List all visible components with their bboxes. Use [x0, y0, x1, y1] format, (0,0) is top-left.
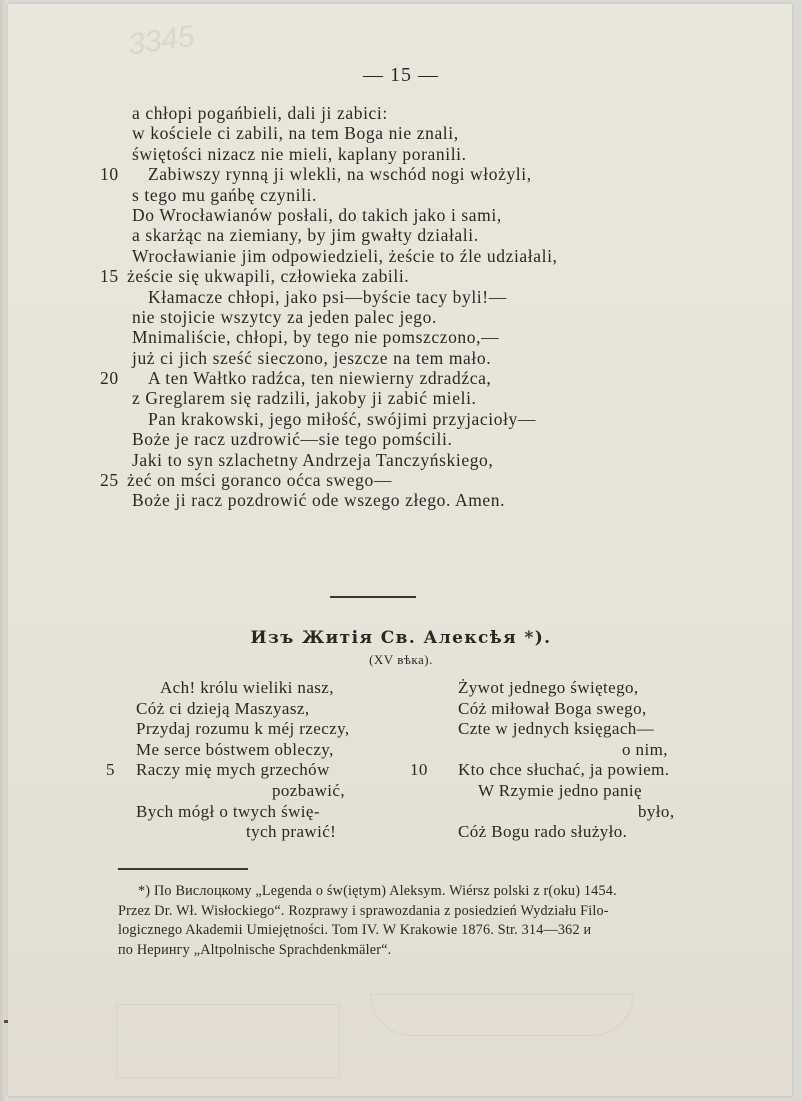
verse-line [0, 490, 802, 510]
verse-text: już ci jich sześć sieczono, jeszcze na tem mało. [132, 347, 492, 368]
verse-text: Żywot jednego świętego, [458, 678, 639, 697]
verse-text: Pan krakowski, jego miłość, swójimi przyjacioły— [148, 408, 536, 429]
verse-line [0, 205, 802, 225]
verse-line [428, 822, 748, 843]
line-number: 10 [100, 164, 119, 185]
verse-line [120, 740, 410, 761]
verse-text: a chłopi pogańbieli, dali ji zabici: [132, 103, 388, 123]
verse-line [120, 678, 410, 699]
verse-text: Ach! królu wieliki nasz, [160, 678, 334, 697]
edge-mark [4, 1020, 8, 1023]
verse-line [0, 123, 802, 143]
verse-text: Boże ji racz pozdrowić ode wszego złego. Amen. [132, 490, 506, 511]
verse-text: Zabiwszy rynną ji wlekli, na wschód nogi włożyli, [148, 164, 532, 185]
verse-text: żeć on mści goranco oćca swego— [127, 470, 392, 491]
verse-text: Cóż miłował Boga swego, [458, 698, 647, 718]
verse-text: Jaki to syn szlachetny Andrzeja Tanczyńskiego, [132, 449, 494, 470]
verse-text: z Greglarem się radzili, jakoby ji zabić mieli. [132, 388, 477, 409]
verse-line [0, 164, 802, 184]
page-number: — 15 — [363, 64, 439, 86]
verse-text: Przydaj rozumu k méj rzeczy, [136, 719, 350, 739]
pencil-annotation: 3345 [125, 19, 197, 62]
poem-column-right [410, 678, 748, 843]
section-divider [330, 596, 416, 598]
footnote-divider [118, 868, 248, 870]
verse-line [0, 185, 802, 205]
section-subtitle: (XV вѣка). [369, 652, 433, 667]
stamp-bleedthrough-left [116, 1004, 340, 1078]
verse-line [0, 429, 802, 449]
verse-text: świętości nizacz nie mieli, kaplany poranili. [132, 143, 467, 164]
line-number: 10 [410, 760, 428, 780]
verse-text: A ten Wałtko radźca, ten niewierny zdradźca, [148, 368, 492, 389]
footnote-line: по Нерингу „Altpolnische Sprachdenkmäler“. [118, 941, 392, 958]
line-number: 15 [100, 266, 119, 287]
verse-text: Bych mógł o twych świę- [136, 801, 320, 821]
verse-line [0, 103, 802, 123]
verse-text: Kto chce słuchać, ja powiem. [458, 760, 670, 780]
line-number: 20 [100, 368, 119, 389]
footnote-line: logicznego Akademii Umiejętności. Tom IV. W Krakowie 1876. Str. 314—362 и [118, 922, 592, 939]
verse-text: żeście się ukwapili, człowieka zabili. [127, 266, 410, 287]
verse-text: o nim, [622, 739, 668, 759]
verse-line [0, 450, 802, 470]
verse-text: w kościele ci zabili, na tem Boga nie znali, [132, 123, 459, 144]
verse-line [0, 388, 802, 408]
verse-line [120, 719, 410, 740]
verse-line [0, 348, 802, 368]
verse-text: W Rzymie jedno panię [478, 780, 642, 800]
verse-line [428, 719, 748, 740]
verse-line [120, 822, 410, 843]
verse-text: s tego mu gańbę czynili. [132, 184, 317, 205]
verse-line [0, 368, 802, 388]
verse-line [120, 781, 410, 802]
verse-line [106, 760, 410, 781]
verse-line [428, 802, 748, 823]
poem-column-left [106, 678, 410, 843]
verse-text: Do Wrocławianów posłali, do takich jako i sami, [132, 204, 502, 225]
verse-text: pozbawić, [272, 780, 345, 800]
verse-line [0, 144, 802, 164]
verse-text: Raczy mię mych grzechów [136, 760, 330, 780]
verse-text: Kłamacze chłopi, jako psi—byście tacy byli!— [148, 286, 507, 307]
verse-line [0, 327, 802, 347]
verse-text: było, [638, 801, 675, 821]
verse-text: nie stojicie wszytcy za jeden palec jego. [132, 306, 437, 327]
verse-line [410, 760, 748, 781]
verse-text: Wrocławianie jim odpowiedzieli, żeście to źle udziałali, [132, 245, 558, 266]
verse-line [120, 802, 410, 823]
verse-line [0, 266, 802, 286]
footnote [118, 882, 678, 960]
verse-text: Mnimaliście, chłopi, by tego nie pomszczono,— [132, 327, 500, 348]
verse-line [0, 246, 802, 266]
verse-line [120, 699, 410, 720]
verse-text: tych prawić! [246, 822, 337, 842]
verse-line [428, 740, 748, 761]
section-title: Изъ Житія Св. Алексѣя *). [250, 628, 552, 648]
verse-text: Cóż ci dzieją Maszyasz, [136, 698, 310, 718]
footnote-line: Przez Dr. Wł. Wisłockiego“. Rozprawy i sprawozdania z posiedzień Wydziału Filo- [118, 902, 609, 919]
verse-line [0, 470, 802, 490]
verse-text: Cóż Bogu rado służyło. [458, 822, 628, 842]
verse-line [0, 409, 802, 429]
verse-line [428, 678, 748, 699]
poem-old-polish [0, 103, 802, 511]
verse-line [0, 225, 802, 245]
footnote-line: *) По Вислоцкому „Legenda o św(iętym) Aleksym. Wiérsz polski z r(oku) 1454. [138, 883, 617, 899]
verse-text: Boże je racz uzdrowić—sie tego pomścili. [132, 429, 453, 450]
verse-line [428, 699, 748, 720]
line-number: 25 [100, 470, 119, 491]
line-number: 5 [106, 760, 115, 780]
verse-text: a skarżąc na ziemiany, by jim gwałty działali. [132, 225, 479, 246]
stamp-bleedthrough-right [370, 994, 634, 1036]
verse-line [428, 781, 748, 802]
verse-text: Czte w jednych księgach— [458, 719, 655, 739]
verse-line [0, 287, 802, 307]
verse-line [0, 307, 802, 327]
verse-text: Me serce bóstwem obleczy, [136, 739, 334, 759]
